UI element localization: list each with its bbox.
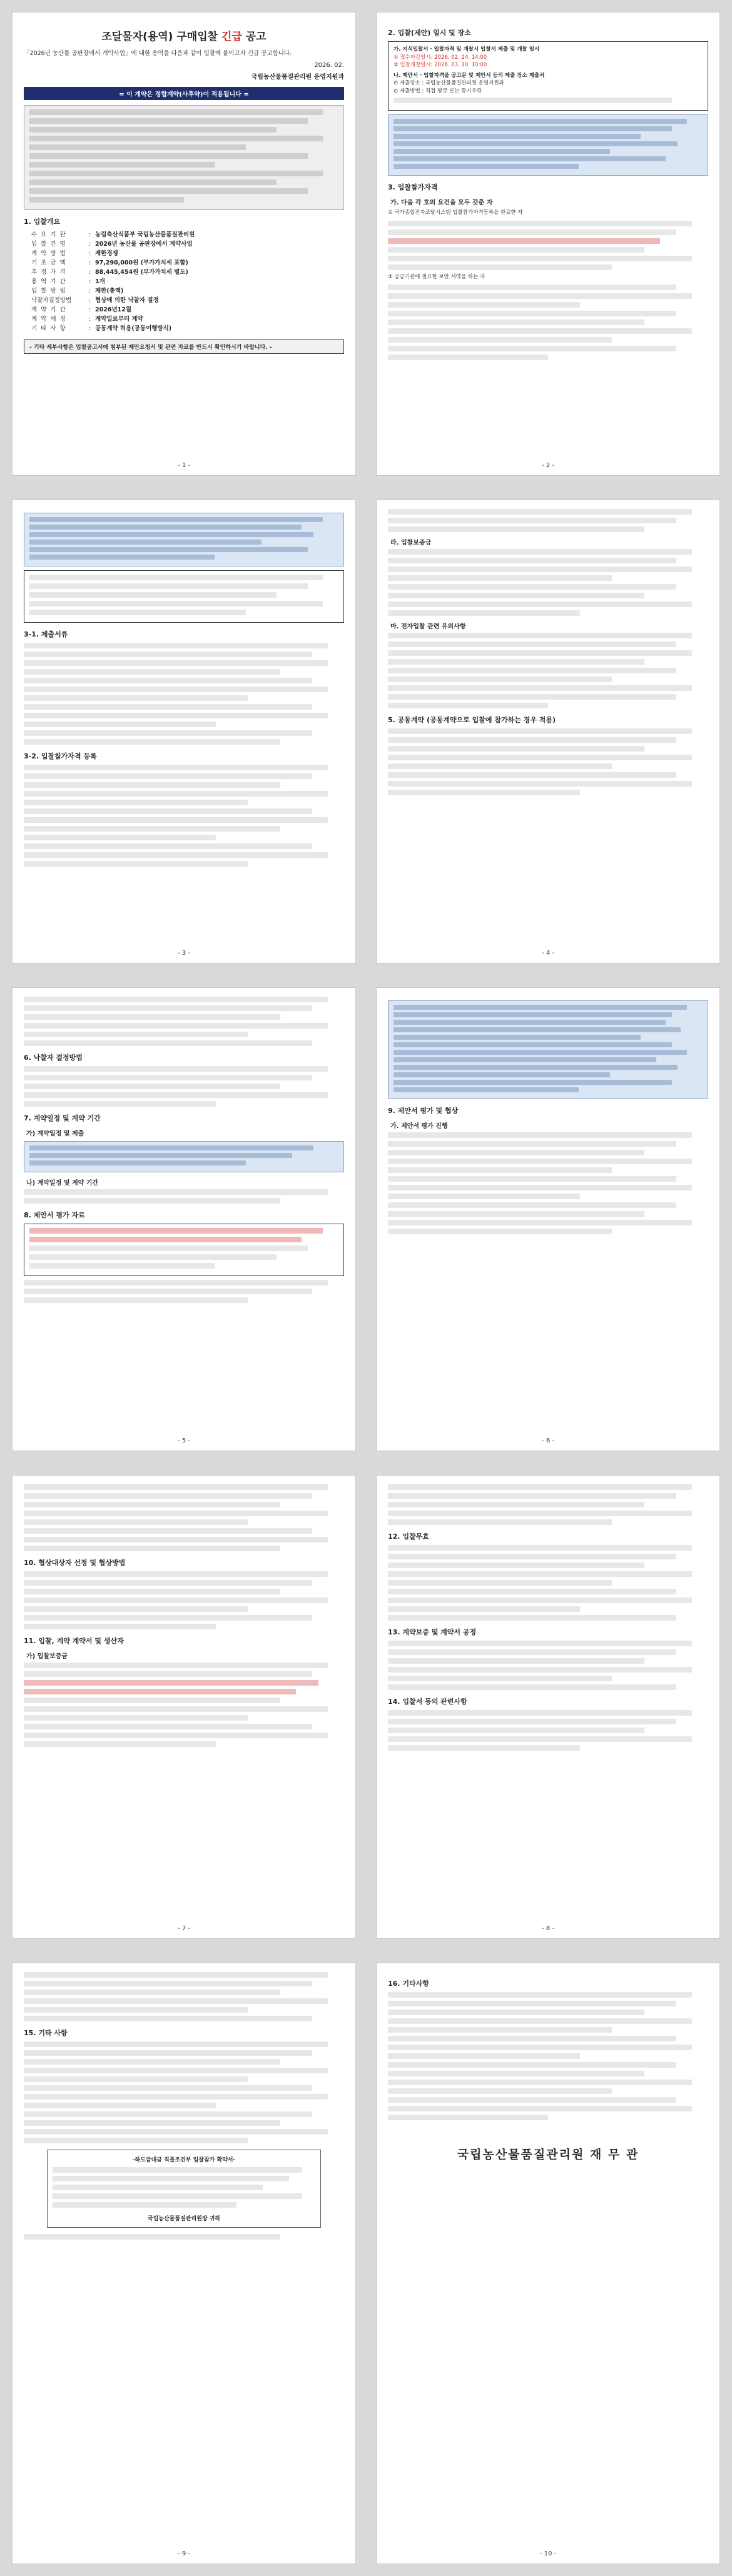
section-14-heading: 14. 입찰서 등의 관련사항 [388, 1698, 467, 1706]
field-row: 계약예정 : 계약일로부터 계약 [31, 316, 143, 323]
subheading: 라. 입찰보증금 [390, 540, 432, 546]
subheading: 가) 계약일정 및 제출 [26, 1130, 84, 1137]
page-number: - 2 - [542, 462, 554, 469]
announce-org: 국립농산물품질관리원 운영지원과 [251, 74, 344, 81]
section-1-heading: 1. 입찰개요 [24, 218, 61, 226]
info-box [24, 513, 344, 566]
page-2 [377, 13, 719, 475]
page-number: - 5 - [178, 1437, 190, 1444]
page-number: - 7 - [178, 1925, 190, 1932]
section-13-heading: 13. 계약보증 및 계약서 공정 [388, 1628, 477, 1636]
section-15-heading: 15. 기타 사항 [24, 2029, 68, 2037]
page-5 [13, 988, 355, 1451]
page-number: - 9 - [178, 2550, 190, 2557]
section-2-heading: 2. 입찰(제안) 일시 및 장소 [388, 29, 471, 37]
page-number: - 3 - [178, 950, 190, 957]
intro-text: 「2026년 농산물 공판장에서 계약사업」에 대한 용역을 다음과 같이 입찰에 붙이고자 긴급 공고합니다. [24, 50, 292, 57]
field-row: 수요기관 : 농림축산식품부 국립농산물품질관리원 [31, 231, 195, 238]
paragraph: ① 국가종합전자조달시스템 입찰참가자격등록을 완료한 자 [388, 209, 523, 216]
page-6 [377, 988, 719, 1451]
page-number: - 10 - [539, 2550, 557, 2557]
schedule-box: 가. 지식입찰서 · 입찰자격 및 개찰시 입찰서 제출 및 개찰 일시 ① 접수마감일시: 2026. 02. 24. 14:00 ② 입찰개찰일시: 2026. 03. 10. 10:00 나. 제안서 · 입찰자격을 공고문 및 제안서 등의 제출 장소 제출처 ⊙ 제출장소 : 국립농산물품질관리원 운영지원과 ⊙ 제출방법 : 직접 방문 또는 등기우편 [388, 41, 708, 111]
section-12-heading: 12. 입찰무효 [388, 1532, 429, 1541]
form-title: -하도급대금 직불조건부 입찰참가 확약서- [132, 2157, 236, 2163]
paragraph: ② 공공기관에 필요한 보안 서약을 하는 자 [388, 273, 485, 280]
info-box [388, 1000, 708, 1099]
page-1 [13, 13, 355, 475]
notice-box [24, 570, 344, 623]
field-row: 추정가격 : 88,445,454원 (부가가치세 별도) [31, 269, 188, 276]
page-number: - 8 - [542, 1925, 554, 1932]
section-8-heading: 8. 제안서 평가 자료 [24, 1211, 85, 1219]
field-row: 입찰건명 : 2026년 농산물 공판장에서 계약사업 [31, 241, 193, 248]
section-7-heading: 7. 계약일정 및 계약 기간 [24, 1114, 101, 1122]
field-row: 기타사항 : 공동계약 허용(공동이행방식) [31, 325, 172, 332]
field-row: 계약기간 : 2026년12월 [31, 306, 132, 313]
section-11-heading: 11. 입찰, 계약 계약서 및 생산자 [24, 1637, 124, 1645]
contract-banner: = 이 계약은 정합계약(사후약)이 적용됩니다 = [24, 87, 344, 100]
urgent-label: 긴급 [221, 31, 242, 43]
requirement-box [24, 1224, 344, 1276]
page-8 [377, 1476, 719, 1938]
overview-list [24, 230, 344, 333]
field-row: 기초금액 : 97,290,000원 (부가가치세 포함) [31, 259, 188, 266]
section-3-heading: 3. 입찰참가자격 [388, 183, 438, 191]
page-3 [13, 500, 355, 963]
subheading: 가. 다음 각 호의 요건을 모두 갖춘 자 [390, 199, 493, 206]
section-3-1-heading: 3-1. 제출서류 [24, 630, 68, 638]
page-10 [377, 1963, 719, 2563]
page-number: - 6 - [542, 1437, 554, 1444]
page-7 [13, 1476, 355, 1938]
section-3-2-heading: 3-2. 입찰참가자격 등록 [24, 752, 97, 760]
page-4 [377, 500, 719, 963]
document-title: 조달물자(용역) 구매입찰 긴급 공고 [101, 31, 267, 43]
field-row: 용역기간 : 1개 [31, 278, 105, 285]
detail-notice-strip: - 기타 세부사항은 입찰공고서에 첨부된 제안요청서 및 관련 자료를 반드시 확인하시기 바랍니다. - [24, 340, 344, 354]
page-number: - 1 - [178, 462, 190, 469]
issuer-title: 국립농산물품질관리원 재 무 관 [457, 2148, 639, 2161]
page-9 [13, 1963, 355, 2563]
info-box [388, 114, 708, 176]
section-16-heading: 16. 기타사항 [388, 1980, 429, 1988]
form-signer: 국립농산물품질관리원장 귀하 [147, 2216, 221, 2222]
field-row: 입찰방법 : 제한(총액) [31, 288, 124, 294]
notice-box [24, 105, 344, 210]
subheading: 가) 입찰보증금 [26, 1653, 68, 1660]
subheading: 마. 전자입찰 관련 유의사항 [390, 623, 466, 630]
commitment-form [47, 2150, 321, 2228]
subheading: 가. 제안서 평가 진행 [390, 1123, 448, 1130]
section-9-heading: 9. 제안서 평가 및 협상 [388, 1107, 459, 1115]
page-number: - 4 - [542, 950, 554, 957]
field-row: 낙찰자결정방법 : 협상에 의한 낙찰자 결정 [31, 297, 159, 304]
section-6-heading: 6. 낙찰자 결정방법 [24, 1054, 83, 1062]
section-10-heading: 10. 협상대상자 선정 및 협상방법 [24, 1559, 126, 1567]
announce-date: 2026. 02. [314, 62, 344, 69]
subheading: 나) 계약일정 및 계약 기간 [26, 1180, 99, 1187]
section-5-heading: 5. 공동계약 (공동계약으로 입찰에 참가하는 경우 적용) [388, 716, 556, 724]
info-box [24, 1141, 344, 1172]
field-row: 계약방법 : 제한경쟁 [31, 250, 118, 257]
